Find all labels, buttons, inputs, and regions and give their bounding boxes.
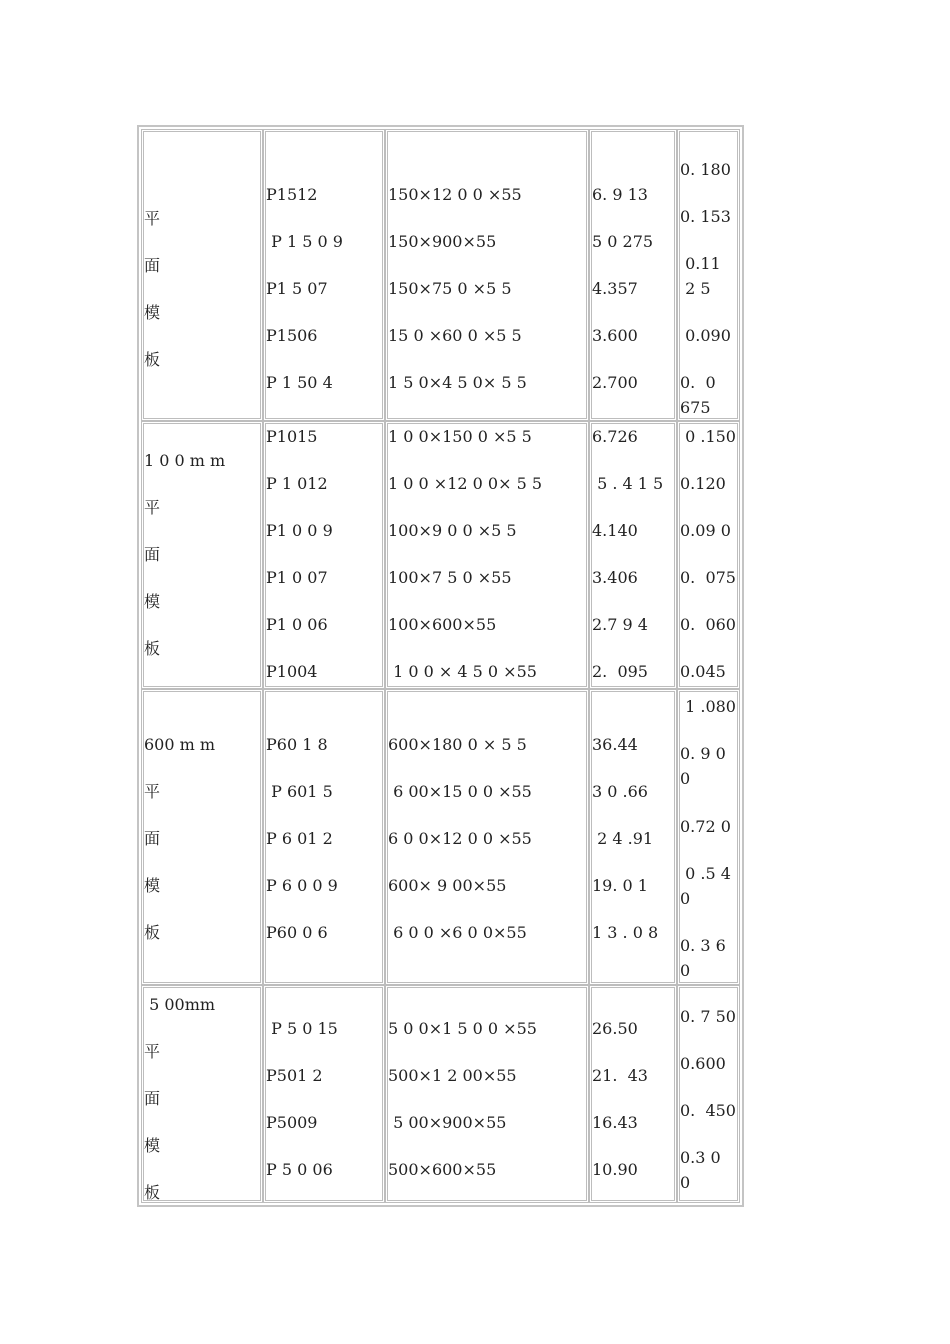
- area-value: 0. 060: [680, 615, 736, 634]
- weight-value: 4.357: [592, 279, 638, 298]
- area-value: 1 .080: [680, 697, 736, 716]
- weight-value: 2. 095: [592, 662, 648, 681]
- area-value: 0. 7 50: [680, 1007, 736, 1026]
- code-value: P1004: [266, 662, 318, 681]
- code-value: P1 0 0 9: [266, 521, 333, 540]
- size-cell: [385, 129, 589, 421]
- weight-value: 36.44: [592, 735, 638, 754]
- area-value: 0. 0: [680, 373, 716, 392]
- weight-cell: [589, 421, 677, 689]
- code-value: P 1 012: [266, 474, 328, 493]
- weight-value: 19. 0 1: [592, 876, 648, 895]
- area-cell: [677, 421, 740, 689]
- size-value: 150×75 0 ×5 5: [388, 279, 512, 298]
- size-value: 100×7 5 0 ×55: [388, 568, 512, 587]
- weight-value: 21. 43: [592, 1066, 648, 1085]
- size-value: 500×600×55: [388, 1160, 497, 1179]
- code-value: P 6 0 0 9: [266, 876, 338, 895]
- size-cell: [385, 689, 589, 985]
- category-line: 面: [144, 256, 161, 275]
- category-line: 平: [144, 1042, 161, 1061]
- code-value: P 5 0 06: [266, 1160, 333, 1179]
- category-line: 模: [144, 1136, 161, 1155]
- size-value: 6 0 0 ×6 0 0×55: [388, 923, 527, 942]
- code-value: P 601 5: [266, 782, 333, 801]
- weight-value: 2.700: [592, 373, 638, 392]
- category-line: 板: [144, 639, 161, 658]
- size-cell: [385, 985, 589, 1203]
- code-value: P60 0 6: [266, 923, 328, 942]
- weight-value: 10.90: [592, 1160, 638, 1179]
- size-value: 600×180 0 × 5 5: [388, 735, 527, 754]
- size-value: 5 0 0×1 5 0 0 ×55: [388, 1019, 537, 1038]
- weight-value: 5 0 275: [592, 232, 654, 251]
- area-value: 0. 153: [680, 207, 731, 226]
- area-value: 0.11: [680, 254, 721, 273]
- category-cell: [141, 421, 263, 689]
- area-value: 0. 075: [680, 568, 736, 587]
- size-value: 6 0 0×12 0 0 ×55: [388, 829, 532, 848]
- area-value: 0.045: [680, 662, 726, 681]
- code-value: P1512: [266, 185, 318, 204]
- area-value: 0.3 0: [680, 1148, 721, 1167]
- area-value: 0.120: [680, 474, 726, 493]
- area-value: 0.600: [680, 1054, 726, 1073]
- area-value: 0. 9 0: [680, 744, 726, 763]
- area-value: 2 5: [680, 279, 711, 298]
- category-line: 模: [144, 592, 161, 611]
- weight-value: 16.43: [592, 1113, 638, 1132]
- code-value: P 1 50 4: [266, 373, 333, 392]
- area-cell: [677, 129, 740, 421]
- area-value: 675: [680, 398, 711, 417]
- size-value: 100×600×55: [388, 615, 497, 634]
- weight-value: 26.50: [592, 1019, 638, 1038]
- size-value: 150×900×55: [388, 232, 497, 251]
- plate-spec-table: [137, 125, 744, 1207]
- size-value: 1 5 0×4 5 0× 5 5: [388, 373, 527, 392]
- code-value: P60 1 8: [266, 735, 328, 754]
- category-line: 板: [144, 350, 161, 369]
- category-cell: [141, 129, 263, 421]
- size-value: 500×1 2 00×55: [388, 1066, 517, 1085]
- code-cell: [263, 985, 385, 1203]
- category-line: 面: [144, 829, 161, 848]
- area-value: 0: [680, 961, 691, 980]
- area-value: 0.72 0: [680, 817, 731, 836]
- code-cell: [263, 689, 385, 985]
- weight-value: 2 4 .91: [592, 829, 654, 848]
- category-line: 模: [144, 876, 161, 895]
- weight-value: 3.406: [592, 568, 638, 587]
- code-value: P1 5 07: [266, 279, 328, 298]
- code-value: P501 2: [266, 1066, 323, 1085]
- size-value: 1 0 0 × 4 5 0 ×55: [388, 662, 537, 681]
- area-value: 0. 450: [680, 1101, 736, 1120]
- size-value: 6 00×15 0 0 ×55: [388, 782, 532, 801]
- category-line: 平: [144, 782, 161, 801]
- size-value: 150×12 0 0 ×55: [388, 185, 522, 204]
- code-value: P 1 5 0 9: [266, 232, 343, 251]
- area-value: 0. 3 6: [680, 936, 726, 955]
- weight-value: 3 0 .66: [592, 782, 648, 801]
- weight-value: 4.140: [592, 521, 638, 540]
- weight-value: 1 3 . 0 8: [592, 923, 659, 942]
- size-value: 100×9 0 0 ×5 5: [388, 521, 517, 540]
- weight-value: 6.726: [592, 427, 638, 446]
- weight-cell: [589, 985, 677, 1203]
- area-value: 0: [680, 769, 691, 788]
- category-line: 板: [144, 1183, 161, 1202]
- category-line: 1 0 0 m m: [144, 451, 226, 470]
- size-value: 15 0 ×60 0 ×5 5: [388, 326, 522, 345]
- weight-cell: [589, 689, 677, 985]
- category-line: 面: [144, 545, 161, 564]
- area-value: 0: [680, 889, 691, 908]
- category-line: 平: [144, 498, 161, 517]
- size-value: 1 0 0 ×12 0 0× 5 5: [388, 474, 543, 493]
- code-value: P1015: [266, 427, 318, 446]
- size-cell: [385, 421, 589, 689]
- code-cell: [263, 129, 385, 421]
- category-line: 5 00mm: [144, 995, 216, 1014]
- area-value: 0: [680, 1173, 691, 1192]
- weight-value: 5 . 4 1 5: [592, 474, 664, 493]
- code-value: P5009: [266, 1113, 318, 1132]
- area-cell: [677, 985, 740, 1203]
- category-line: 平: [144, 209, 161, 228]
- area-value: 0. 180: [680, 160, 731, 179]
- size-value: 1 0 0×150 0 ×5 5: [388, 427, 532, 446]
- code-cell: [263, 421, 385, 689]
- category-cell: [141, 985, 263, 1203]
- category-cell: [141, 689, 263, 985]
- area-value: 0.09 0: [680, 521, 731, 540]
- weight-value: 2.7 9 4: [592, 615, 648, 634]
- code-value: P1506: [266, 326, 318, 345]
- area-value: 0 .150: [680, 427, 736, 446]
- category-line: 板: [144, 923, 161, 942]
- area-cell: [677, 689, 740, 985]
- weight-value: 6. 9 13: [592, 185, 648, 204]
- area-value: 0.090: [680, 326, 731, 345]
- size-value: 5 00×900×55: [388, 1113, 507, 1132]
- code-value: P1 0 07: [266, 568, 328, 587]
- category-line: 600 m m: [144, 735, 216, 754]
- code-value: P 6 01 2: [266, 829, 333, 848]
- category-line: 模: [144, 303, 161, 322]
- weight-cell: [589, 129, 677, 421]
- area-value: 0 .5 4: [680, 864, 731, 883]
- code-value: P1 0 06: [266, 615, 328, 634]
- code-value: P 5 0 15: [266, 1019, 338, 1038]
- size-value: 600× 9 00×55: [388, 876, 507, 895]
- category-line: 面: [144, 1089, 161, 1108]
- weight-value: 3.600: [592, 326, 638, 345]
